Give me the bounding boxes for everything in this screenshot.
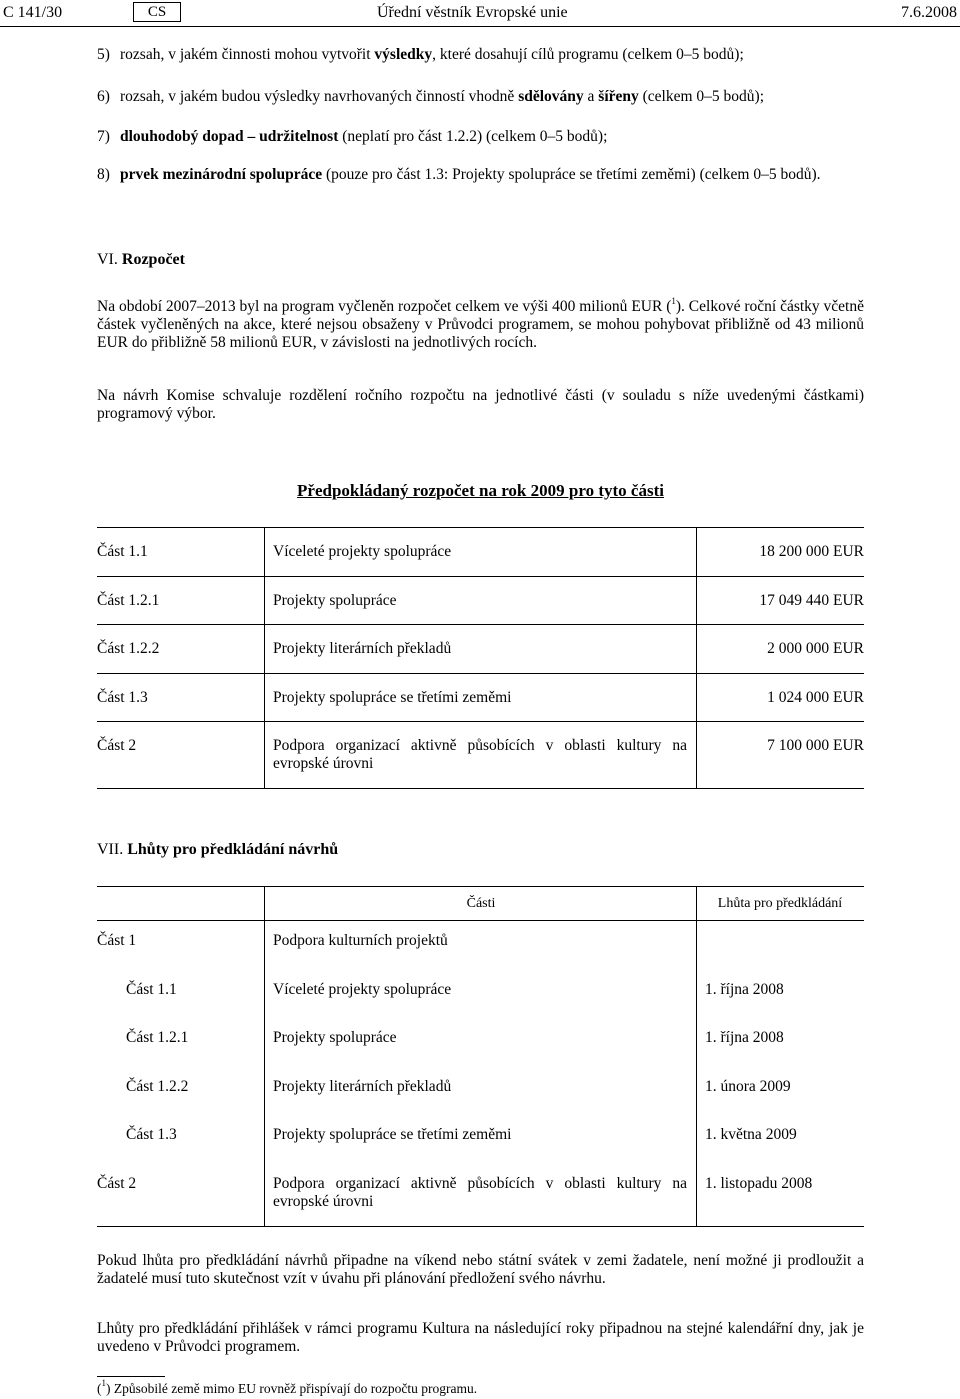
publication-date: 7.6.2008 xyxy=(901,4,957,21)
table-column-divider xyxy=(696,527,697,788)
footnote: ($^1$) Způsobilé země mimo EU rovněž přispívají do rozpočtu programu. xyxy=(97,1378,478,1396)
table-rule xyxy=(97,576,864,577)
budget-table-title: Předpokládaný rozpočet na rok 2009 pro tyto části xyxy=(297,481,664,500)
table-rule xyxy=(97,920,864,921)
footnote-ref: 1 xyxy=(671,296,676,306)
budget-paragraph-2: Na návrh Komise schvaluje rozdělení ročního rozpočtu na jednotlivé části (v souladu s níže uvedenými částkami) programový výbor. xyxy=(97,387,864,422)
deadline-paragraph-1: Pokud lhůta pro předkládání návrhů připadne na víkend nebo státní svátek v zemi žadatele, není možné ji prodloužit a žadatelé musí tuto skutečnost vzít v úvahu při plánování předložení svého návrhu. xyxy=(97,1252,864,1287)
table-rule xyxy=(97,721,864,722)
section-7-heading: VII. Lhůty pro předkládání návrhů xyxy=(97,841,339,858)
page-reference: C 141/30 xyxy=(3,4,63,21)
footnote-rule xyxy=(97,1376,165,1377)
deadline-paragraph-2: Lhůty pro předkládání přihlášek v rámci programu Kultura na následující roky připadnou na stejné kalendářní dny, jak je uvedeno v Průvodci programem. xyxy=(97,1320,864,1355)
table-rule xyxy=(97,624,864,625)
table-rule xyxy=(97,673,864,674)
header-rule xyxy=(0,26,960,27)
language-code-box: CS xyxy=(133,2,181,22)
section-6-heading: VI. Rozpočet xyxy=(97,251,185,268)
journal-title: Úřední věstník Evropské unie xyxy=(377,4,568,21)
budget-paragraph-1: Na období 2007–2013 byl na program vyčleněn rozpočet celkem ve výši 400 milionů EUR ($^1$). Celkové roční částky včetně částek vyčleněných na akce, které nejsou obsaženy v Průvodci programem, se mohou pohybovat přibližně od 43 milionů EUR do přibližně 58 milionů EUR, v závislosti na jednotlivých rocích. xyxy=(97,296,864,351)
table-rule xyxy=(97,886,864,887)
table-column-divider xyxy=(696,886,697,1226)
table-rule xyxy=(97,527,864,528)
table-rule xyxy=(97,788,864,789)
table-rule xyxy=(97,1226,864,1227)
table-column-divider xyxy=(264,886,265,1226)
table-column-divider xyxy=(264,527,265,788)
